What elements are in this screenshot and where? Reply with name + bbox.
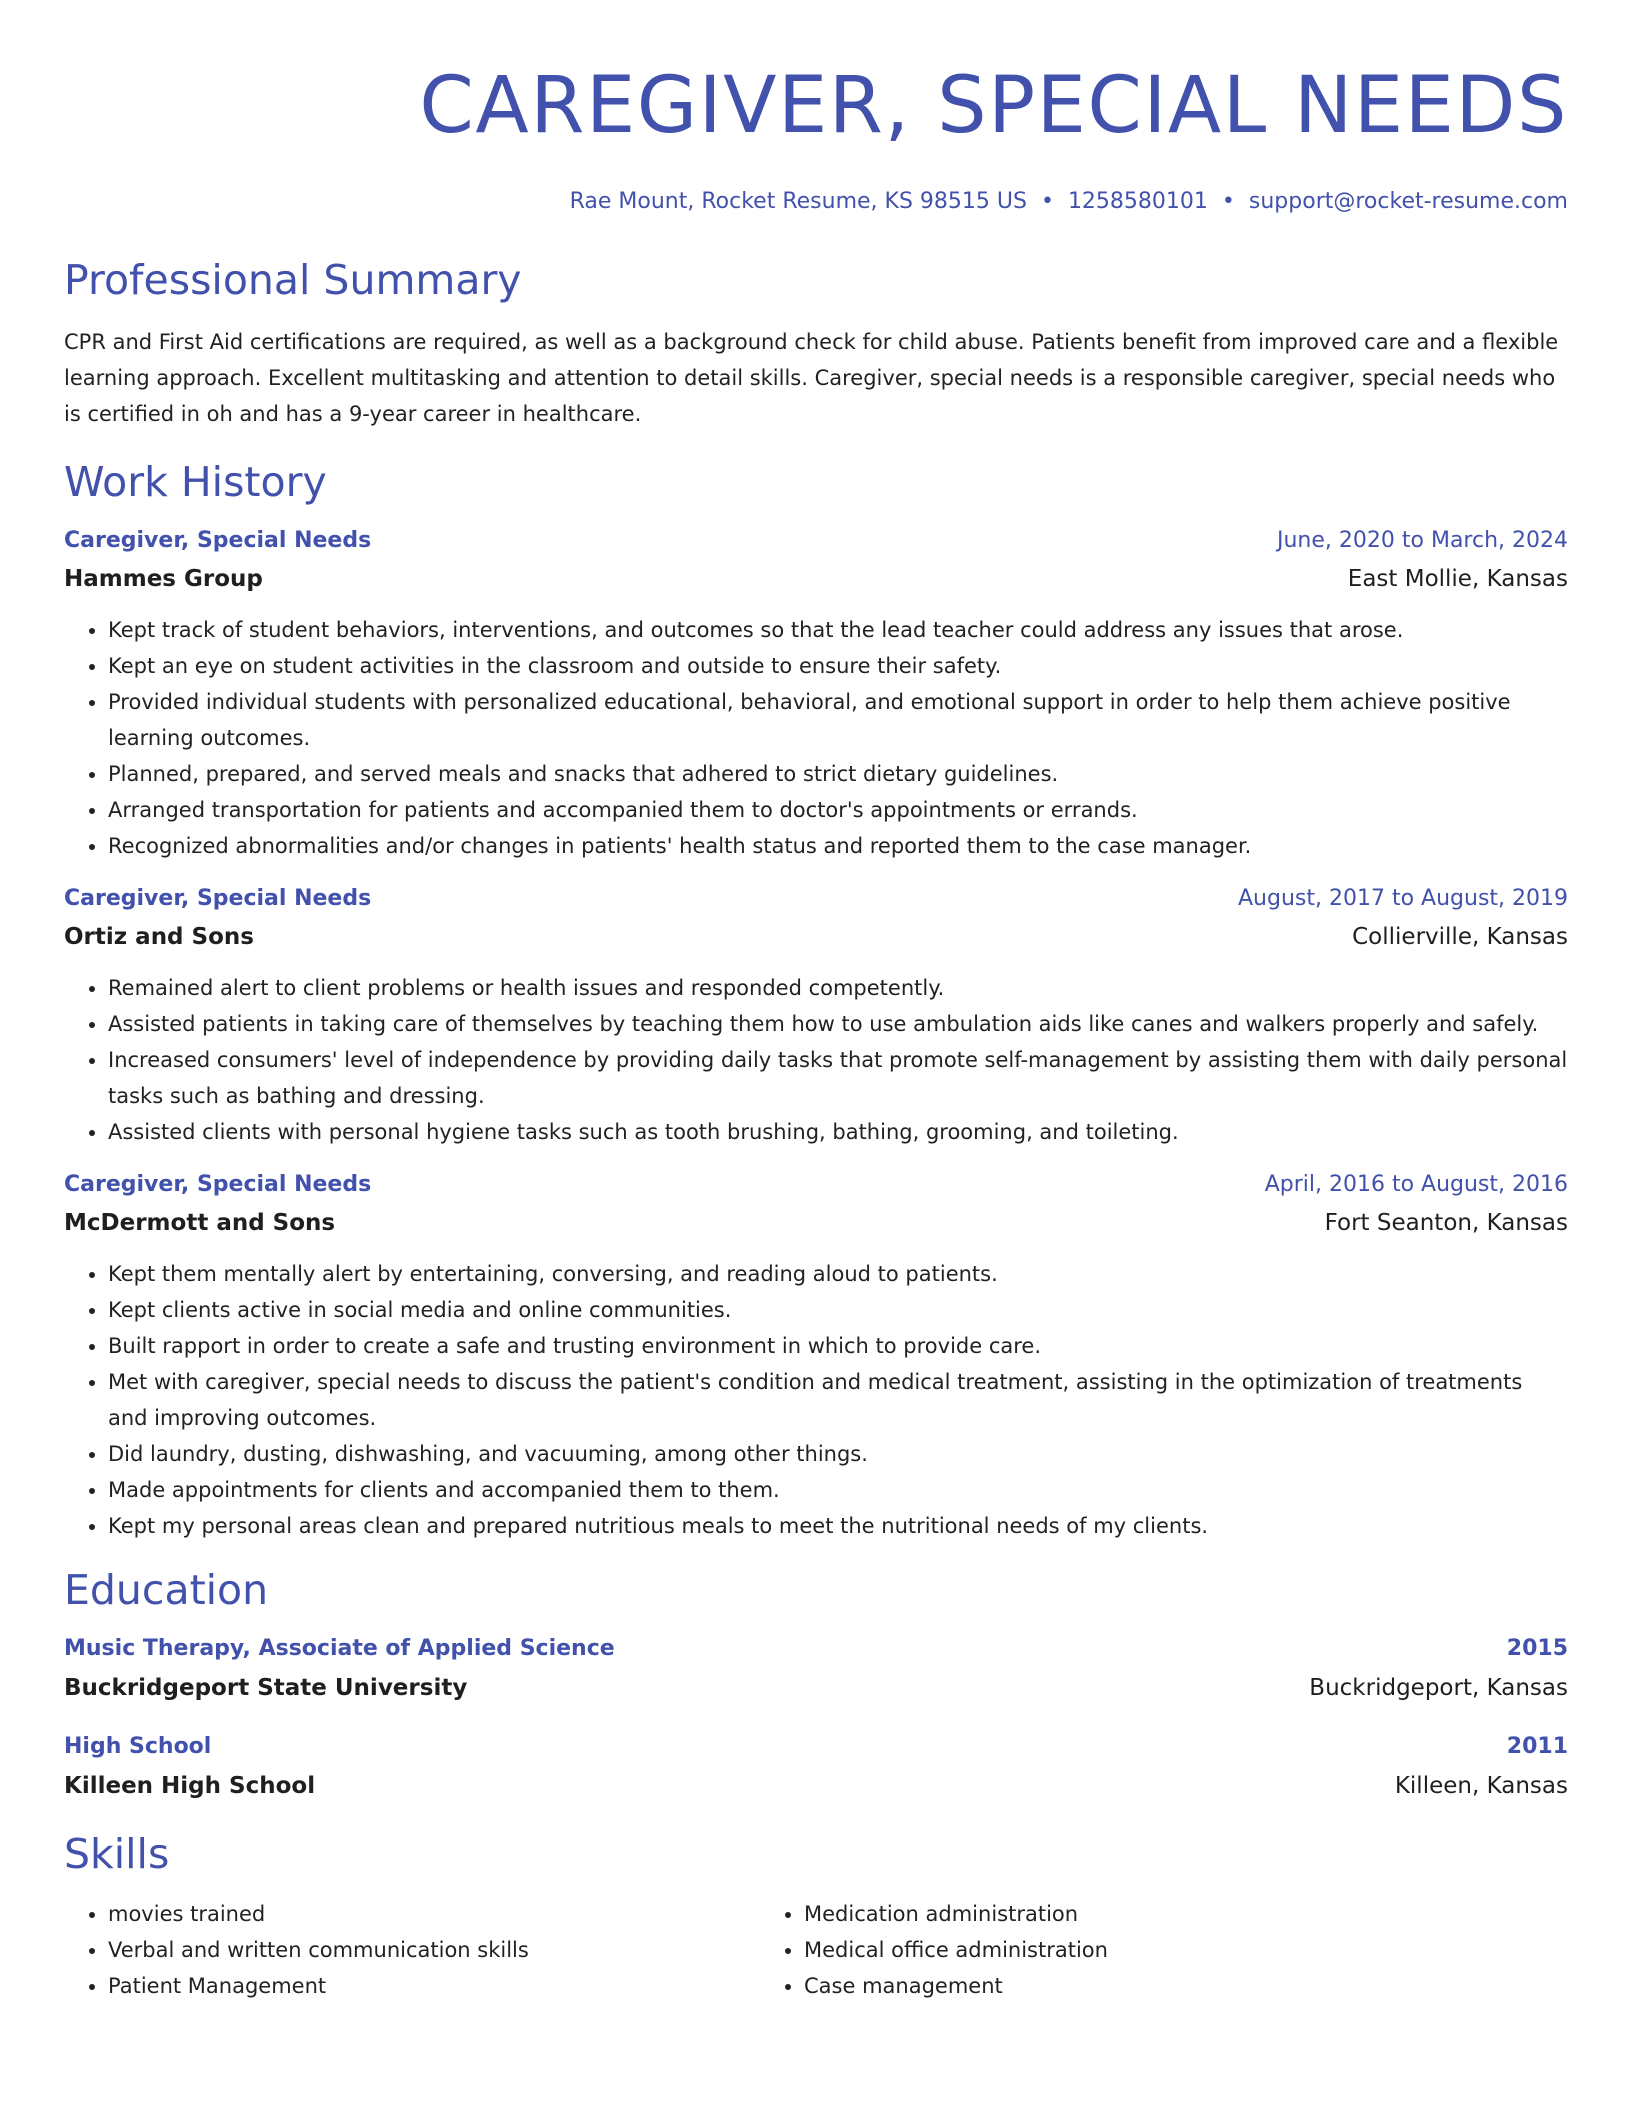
job-title-row bbox=[64, 1166, 1568, 1204]
skills-column-left bbox=[64, 1896, 760, 2004]
education-degree-row bbox=[64, 1630, 1568, 1668]
job-company-row bbox=[64, 560, 1568, 598]
education-entry bbox=[64, 1728, 1568, 1806]
summary-text: CPR and First Aid certifications are required, as well as a background check for child abuse. Patients benefit from improved care and a flexible learning approach. Excellent multitasking and attention to detail skills. Caregiver, special needs is a responsible caregiver, special needs who is certified in oh and has a 9-year career in healthcare. bbox=[64, 330, 1559, 426]
education-year: 2011 bbox=[1506, 1734, 1568, 1759]
job-dates: June, 2020 to March, 2024 bbox=[1277, 528, 1568, 553]
job-company-row bbox=[64, 1204, 1568, 1242]
work-history-heading: Work History bbox=[64, 458, 327, 506]
job-bullets bbox=[64, 970, 1568, 1150]
education-school: Killeen High School bbox=[64, 1773, 316, 1799]
job-bullet: • Provided individual students with personalized educational, behavioral, and emotional support in order to help them achieve positive learning outcomes. bbox=[108, 684, 1568, 756]
job-bullet: • Built rapport in order to create a safe and trusting environment in which to provide care. bbox=[108, 1328, 1568, 1364]
job-role: Caregiver, Special Needs bbox=[64, 1172, 372, 1197]
education-school-row bbox=[64, 1668, 1568, 1708]
skill-item: • Case management bbox=[804, 1968, 1456, 2004]
contact-phone: 1258580101 bbox=[1067, 189, 1208, 214]
job-bullet: • Did laundry, dusting, dishwashing, and vacuuming, among other things. bbox=[108, 1436, 1568, 1472]
job-dates: April, 2016 to August, 2016 bbox=[1264, 1172, 1568, 1197]
job-company: McDermott and Sons bbox=[64, 1210, 336, 1236]
contact-email: support@rocket-resume.com bbox=[1248, 189, 1568, 214]
education-degree-row bbox=[64, 1728, 1568, 1766]
education-location: Buckridgeport, Kansas bbox=[1309, 1675, 1568, 1701]
job-role: Caregiver, Special Needs bbox=[64, 886, 372, 911]
job-bullet: • Kept my personal areas clean and prepared nutritious meals to meet the nutritional needs of my clients. bbox=[108, 1508, 1568, 1544]
job-company: Hammes Group bbox=[64, 566, 263, 592]
job-bullet: • Remained alert to client problems or health issues and responded competently. bbox=[108, 970, 1568, 1006]
job-company: Ortiz and Sons bbox=[64, 924, 254, 950]
job-bullet: • Assisted clients with personal hygiene tasks such as tooth brushing, bathing, grooming, and toileting. bbox=[108, 1114, 1568, 1150]
education-heading: Education bbox=[64, 1566, 269, 1614]
job-company-row bbox=[64, 918, 1568, 956]
education-degree: Music Therapy, Associate of Applied Science bbox=[64, 1636, 615, 1661]
job-bullet: • Arranged transportation for patients and accompanied them to doctor's appointments or errands. bbox=[108, 792, 1568, 828]
job-bullet: • Kept clients active in social media and online communities. bbox=[108, 1292, 1568, 1328]
contact-separator: • bbox=[1221, 189, 1235, 214]
skills-list bbox=[64, 1896, 1568, 2004]
job-location: Collierville, Kansas bbox=[1352, 924, 1568, 950]
resume-header bbox=[64, 58, 1568, 218]
job-location: Fort Seanton, Kansas bbox=[1324, 1210, 1568, 1236]
job-bullets bbox=[64, 1256, 1568, 1544]
job-location: East Mollie, Kansas bbox=[1347, 566, 1568, 592]
education-school: Buckridgeport State University bbox=[64, 1675, 468, 1701]
job-dates: August, 2017 to August, 2019 bbox=[1238, 886, 1568, 911]
job-bullet: • Kept an eye on student activities in the classroom and outside to ensure their safety. bbox=[108, 648, 1568, 684]
education-entry bbox=[64, 1630, 1568, 1708]
job-entry bbox=[64, 1166, 1568, 1544]
education-school-row bbox=[64, 1766, 1568, 1806]
education-location: Killeen, Kansas bbox=[1394, 1773, 1568, 1799]
job-bullet: • Increased consumers' level of independence by providing daily tasks that promote self-management by assisting them with daily personal tasks such as bathing and dressing. bbox=[108, 1042, 1568, 1114]
skill-item: • Medication administration bbox=[804, 1896, 1456, 1932]
contact-line bbox=[64, 186, 1568, 218]
contact-separator: • bbox=[1040, 189, 1054, 214]
job-entry bbox=[64, 522, 1568, 864]
job-role: Caregiver, Special Needs bbox=[64, 528, 372, 553]
skill-item: • movies trained bbox=[108, 1896, 760, 1932]
education-year: 2015 bbox=[1506, 1636, 1568, 1661]
contact-address: Rae Mount, Rocket Resume, KS 98515 US bbox=[569, 189, 1027, 214]
skill-item: • Verbal and written communication skills bbox=[108, 1932, 760, 1968]
job-bullet: • Recognized abnormalities and/or changes in patients' health status and reported them to the case manager. bbox=[108, 828, 1568, 864]
education-degree: High School bbox=[64, 1734, 212, 1759]
job-bullet: • Assisted patients in taking care of themselves by teaching them how to use ambulation aids like canes and walkers properly and safely. bbox=[108, 1006, 1568, 1042]
skill-item: • Medical office administration bbox=[804, 1932, 1456, 1968]
job-bullets bbox=[64, 612, 1568, 864]
job-entry bbox=[64, 880, 1568, 1150]
job-bullet: • Kept them mentally alert by entertaining, conversing, and reading aloud to patients. bbox=[108, 1256, 1568, 1292]
skill-item: • Patient Management bbox=[108, 1968, 760, 2004]
job-title-row bbox=[64, 880, 1568, 918]
job-bullet: • Met with caregiver, special needs to discuss the patient's condition and medical treatment, assisting in the optimization of treatments and improving outcomes. bbox=[108, 1364, 1568, 1436]
job-title-row bbox=[64, 522, 1568, 560]
summary-heading: Professional Summary bbox=[64, 256, 522, 304]
job-bullet: • Made appointments for clients and accompanied them to them. bbox=[108, 1472, 1568, 1508]
skills-heading: Skills bbox=[64, 1830, 170, 1878]
skills-column-right bbox=[760, 1896, 1456, 2004]
job-bullet: • Kept track of student behaviors, interventions, and outcomes so that the lead teacher could address any issues that arose. bbox=[108, 612, 1568, 648]
resume-title: CAREGIVER, SPECIAL NEEDS bbox=[419, 61, 1568, 151]
job-bullet: • Planned, prepared, and served meals and snacks that adhered to strict dietary guidelines. bbox=[108, 756, 1568, 792]
